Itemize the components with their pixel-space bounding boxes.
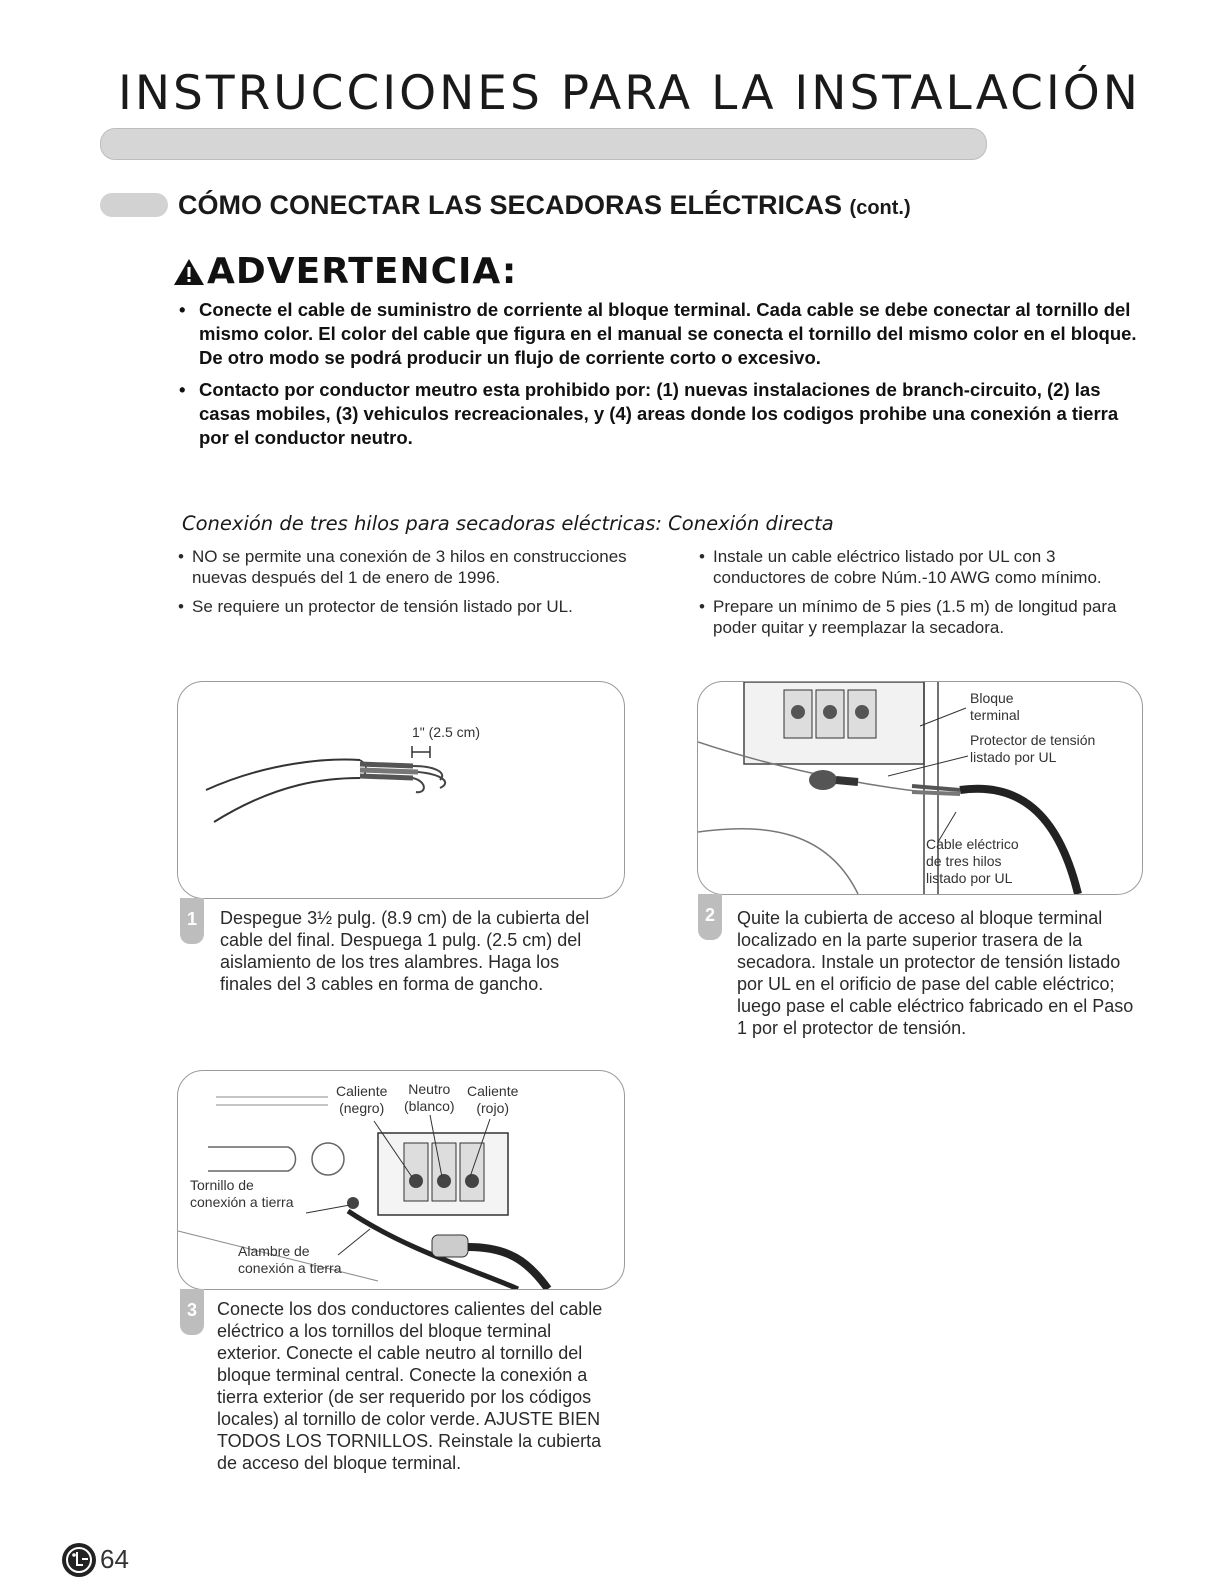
warning-item: • Contacto por conductor meutro esta prohibido por: (1) nuevas instalaciones de branch-circuito, (2) las casas mobiles, (3) vehiculos recreacionales, y (4) areas donde los codigos prohibe una conexión a tierra por el conductor neutro. [177, 378, 1137, 450]
label-ground-screw [190, 1177, 294, 1211]
warning-list [177, 298, 1137, 458]
note-item: • Se requiere un protector de tensión listado por UL. [176, 596, 636, 617]
step-2-text: Quite la cubierta de acceso al bloque terminal localizado en la parte superior trasera de la secadora. Instale un protector de tensión listado por UL en el orificio de pase del cable eléctrico; luego pase el cable eléctrico fabricado en el Paso 1 por el protector de tensión. [737, 908, 1134, 1038]
label-line: de tres hilos [926, 853, 1002, 869]
label-line: Alambre de [238, 1243, 310, 1259]
label-line: Caliente [336, 1083, 388, 1099]
label-terminal-block [970, 690, 1020, 724]
section-marker [100, 193, 168, 217]
label-hot-black [336, 1083, 387, 1117]
page-number: 64 [100, 1544, 129, 1574]
label-line: terminal [970, 707, 1020, 723]
section-title [178, 190, 911, 221]
warning-triangle-icon [173, 257, 205, 287]
section-title-text: CÓMO CONECTAR LAS SECADORAS ELÉCTRICAS [178, 190, 843, 220]
label-ground-wire [238, 1243, 342, 1277]
notes-left [176, 546, 636, 625]
figure-2-panel [697, 681, 1143, 895]
page-title: INSTRUCCIONES PARA LA INSTALACIÓN [118, 66, 1141, 121]
label-line: (blanco) [404, 1098, 455, 1114]
title-divider-bar [100, 128, 987, 160]
label-line: (negro) [339, 1100, 385, 1116]
stripped-cable-illustration [178, 682, 624, 898]
step-1-badge: 1 [180, 898, 204, 944]
label-neutral-white [404, 1081, 455, 1115]
lg-logo-icon [62, 1543, 96, 1577]
notes-right [697, 546, 1147, 646]
lg-logo [62, 1543, 96, 1577]
figure-1-panel [177, 681, 625, 899]
label-line: conexión a tierra [190, 1194, 294, 1210]
note-item: • NO se permite una conexión de 3 hilos en construcciones nuevas después del 1 de enero de 1996. [176, 546, 636, 588]
label-line: Bloque [970, 690, 1014, 706]
warning-item: • Conecte el cable de suministro de corriente al bloque terminal. Cada cable se debe conectar al tornillo del mismo color. El color del cable que figura en el manual se conecta el tornillo del mismo color en el bloque. De otro modo se podrá producir un flujo de corriente corto o excesivo. [177, 298, 1137, 370]
note-item: • Instale un cable eléctrico listado por UL con 3 conductores de cobre Núm.-10 AWG como mínimo. [697, 546, 1147, 588]
label-line: Caliente [467, 1083, 519, 1099]
figure-3-panel [177, 1070, 625, 1290]
dimension-label: 1" (2.5 cm) [412, 724, 480, 740]
label-strain-relief [970, 732, 1095, 766]
label-line: Tornillo de [190, 1177, 254, 1193]
step-3-text: Conecte los dos conductores calientes del cable eléctrico a los tornillos del bloque terminal exterior. Conecte el cable neutro al tornillo del bloque terminal central. Conecte la conexión a tierra exterior (de ser requerido por los códigos locales) al tornillo de color verde. AJUSTE BIEN TODOS LOS TORNILLOS. Reinstale la cubierta de acceso del bloque terminal. [217, 1299, 603, 1473]
label-line: conexión a tierra [238, 1260, 342, 1276]
label-line: Cable eléctrico [926, 836, 1019, 852]
warning-heading [173, 251, 517, 292]
label-line: listado por UL [970, 749, 1057, 765]
step-2-badge: 2 [698, 894, 722, 940]
note-item: • Prepare un mínimo de 5 pies (1.5 m) de longitud para poder quitar y reemplazar la secadora. [697, 596, 1147, 638]
step-3-badge: 3 [180, 1289, 204, 1335]
label-line: listado por UL [926, 870, 1013, 886]
label-line: (rojo) [476, 1100, 510, 1116]
section-title-suffix: (cont.) [849, 197, 911, 219]
label-hot-red [467, 1083, 518, 1117]
subsection-title: Conexión de tres hilos para secadoras eléctricas: Conexión directa [182, 512, 834, 535]
terminal-block-strain-relief-illustration [698, 682, 1142, 894]
warning-heading-text: ADVERTENCIA: [207, 251, 518, 292]
label-line: Protector de tensión [970, 732, 1096, 748]
label-power-cord [926, 836, 1019, 887]
step-1-text: Despegue 3½ pulg. (8.9 cm) de la cubierta del cable del final. Despuega 1 pulg. (2.5 cm) del aislamiento de los tres alambres. Haga los finales del 3 cables en forma de gancho. [220, 908, 590, 994]
label-line: Neutro [408, 1081, 451, 1097]
